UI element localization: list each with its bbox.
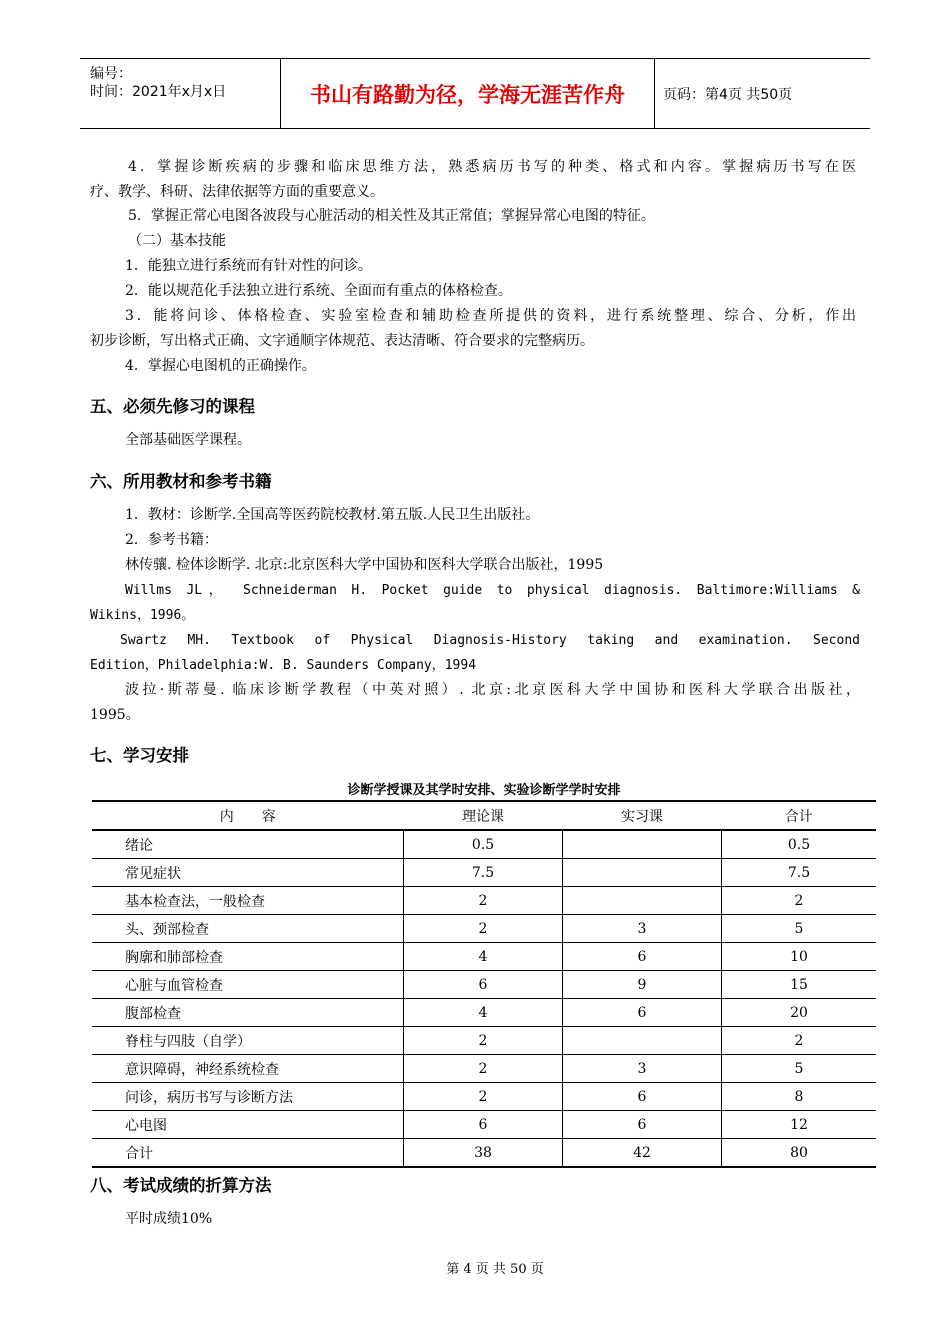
table-row bbox=[92, 830, 876, 859]
table-row bbox=[92, 887, 876, 915]
section-heading: 七、学习安排 bbox=[90, 746, 189, 765]
table-cell: 2 bbox=[722, 1027, 877, 1055]
subheading: （二）基本技能 bbox=[128, 233, 226, 249]
table-title: 诊断学授课及其学时安排、实验诊断学学时安排 bbox=[347, 783, 621, 798]
table-cell: 20 bbox=[722, 999, 877, 1027]
table-row bbox=[92, 943, 876, 971]
section-heading: 八、考试成绩的折算方法 bbox=[90, 1176, 272, 1195]
reference: 林传骧. 检体诊断学. 北京:北京医科大学中国协和医科大学联合出版社，1995 bbox=[125, 557, 604, 573]
table-cell: 6 bbox=[563, 999, 722, 1027]
table-cell: 2 bbox=[404, 915, 563, 943]
table-cell: 2 bbox=[404, 1027, 563, 1055]
table-cell: 7.5 bbox=[404, 859, 563, 887]
header-meta bbox=[80, 59, 280, 128]
table-cell: 2 bbox=[722, 887, 877, 915]
table-cell bbox=[563, 830, 722, 859]
column-header: 实习课 bbox=[621, 808, 663, 825]
paragraph: 1．能独立进行系统而有针对性的问诊。 bbox=[125, 258, 372, 274]
table-cell: 0.5 bbox=[722, 830, 877, 859]
paragraph: 初步诊断，写出格式正确、文字通顺字体规范、表达清晰、符合要求的完整病历。 bbox=[90, 333, 594, 349]
table-row bbox=[92, 1027, 876, 1055]
table-cell: 6 bbox=[563, 1111, 722, 1139]
paragraph: 3．能将问诊、体格检查、实验室检查和辅助检查所提供的资料，进行系统整理、综合、分析，作出 bbox=[125, 308, 856, 324]
table-cell: 脊柱与四肢（自学） bbox=[125, 1033, 251, 1050]
table-cell: 3 bbox=[563, 1055, 722, 1083]
table-cell: 问诊，病历书写与诊断方法 bbox=[125, 1089, 293, 1106]
schedule-table bbox=[92, 800, 876, 1168]
table-cell: 15 bbox=[722, 971, 877, 999]
table-cell: 0.5 bbox=[404, 830, 563, 859]
reference: Swartz MH. Textbook of Physical Diagnosis-History taking and examination. Second bbox=[120, 633, 860, 648]
table-row bbox=[92, 1111, 876, 1139]
table-row bbox=[92, 859, 876, 887]
table-cell: 头、颈部检查 bbox=[125, 921, 209, 938]
table-cell bbox=[563, 887, 722, 915]
table-cell: 3 bbox=[563, 915, 722, 943]
table-cell bbox=[563, 859, 722, 887]
page-header bbox=[80, 58, 870, 129]
paragraph: 4．掌握诊断疾病的步骤和临床思维方法，熟悉病历书写的种类、格式和内容。掌握病历书写在医 bbox=[128, 159, 856, 175]
table-cell: 12 bbox=[722, 1111, 877, 1139]
paragraph: 4．掌握心电图机的正确操作。 bbox=[125, 358, 316, 374]
table-cell: 6 bbox=[404, 1111, 563, 1139]
table-cell: 心脏与血管检查 bbox=[125, 977, 223, 994]
column-header: 合计 bbox=[784, 808, 813, 825]
paragraph: 2．能以规范化手法独立进行系统、全面而有重点的体格检查。 bbox=[125, 283, 512, 299]
table-row bbox=[92, 1083, 876, 1111]
table-cell: 绪论 bbox=[125, 837, 153, 854]
table-cell: 6 bbox=[404, 971, 563, 999]
page-footer: 第 4 页 共 50 页 bbox=[446, 1262, 544, 1277]
table-cell: 常见症状 bbox=[125, 865, 181, 882]
table-cell: 6 bbox=[563, 1083, 722, 1111]
table-cell: 8 bbox=[722, 1083, 877, 1111]
paragraph: 疗、教学、科研、法律依据等方面的重要意义。 bbox=[90, 184, 384, 200]
paragraph: 2．参考书籍： bbox=[125, 532, 218, 548]
table-row bbox=[92, 1139, 876, 1168]
table-cell: 腹部检查 bbox=[125, 1005, 181, 1022]
table-cell: 胸廓和肺部检查 bbox=[125, 949, 223, 966]
table-cell: 2 bbox=[404, 1055, 563, 1083]
paragraph: 1．教材：诊断学.全国高等医药院校教材.第五版.人民卫生出版社。 bbox=[125, 507, 540, 523]
table-cell: 5 bbox=[722, 915, 877, 943]
column-header: 理论课 bbox=[462, 808, 504, 825]
paragraph: 平时成绩10% bbox=[125, 1211, 213, 1227]
table-cell: 4 bbox=[404, 943, 563, 971]
date-label: 时间：2021年x月x日 bbox=[90, 84, 227, 100]
paragraph: 全部基础医学课程。 bbox=[125, 432, 251, 448]
table-header-row bbox=[92, 801, 876, 830]
table-cell: 合计 bbox=[125, 1145, 153, 1162]
number-label: 编号： bbox=[90, 66, 132, 82]
reference: 1995。 bbox=[90, 707, 140, 723]
table-cell bbox=[563, 1027, 722, 1055]
table-cell: 心电图 bbox=[125, 1117, 167, 1134]
page-label: 页码：第4页 共50页 bbox=[663, 86, 793, 103]
table-cell: 80 bbox=[722, 1139, 877, 1168]
table-cell: 42 bbox=[563, 1139, 722, 1168]
table-cell: 4 bbox=[404, 999, 563, 1027]
table-cell: 6 bbox=[563, 943, 722, 971]
table-cell: 10 bbox=[722, 943, 877, 971]
table-cell: 基本检查法，一般检查 bbox=[125, 893, 265, 910]
table-cell: 2 bbox=[404, 887, 563, 915]
table-cell: 5 bbox=[722, 1055, 877, 1083]
paragraph: 5．掌握正常心电图各波段与心脏活动的相关性及其正常值；掌握异常心电图的特征。 bbox=[128, 208, 655, 224]
table-cell: 7.5 bbox=[722, 859, 877, 887]
table-cell: 9 bbox=[563, 971, 722, 999]
reference: Edition，Philadelphia:W. B. Saunders Company，1994 bbox=[90, 658, 477, 673]
table-row bbox=[92, 915, 876, 943]
table-row bbox=[92, 999, 876, 1027]
table-row bbox=[92, 1055, 876, 1083]
column-header: 内 容 bbox=[219, 808, 276, 825]
section-heading: 六、所用教材和参考书籍 bbox=[90, 472, 272, 491]
section-heading: 五、必须先修习的课程 bbox=[90, 397, 255, 416]
motto: 书山有路勤为径，学海无涯苦作舟 bbox=[280, 59, 655, 128]
table-cell: 38 bbox=[404, 1139, 563, 1168]
table-row bbox=[92, 971, 876, 999]
reference: Willms JL， Schneiderman H. Pocket guide to physical diagnosis. Baltimore:Williams & bbox=[125, 583, 860, 598]
reference: Wikins，1996。 bbox=[90, 608, 195, 623]
table-cell: 意识障碍，神经系统检查 bbox=[125, 1061, 279, 1078]
reference: 波拉·斯蒂曼. 临床诊断学教程（中英对照）. 北京:北京医科大学中国协和医科大学联合出版社， bbox=[125, 682, 860, 698]
table-cell: 2 bbox=[404, 1083, 563, 1111]
